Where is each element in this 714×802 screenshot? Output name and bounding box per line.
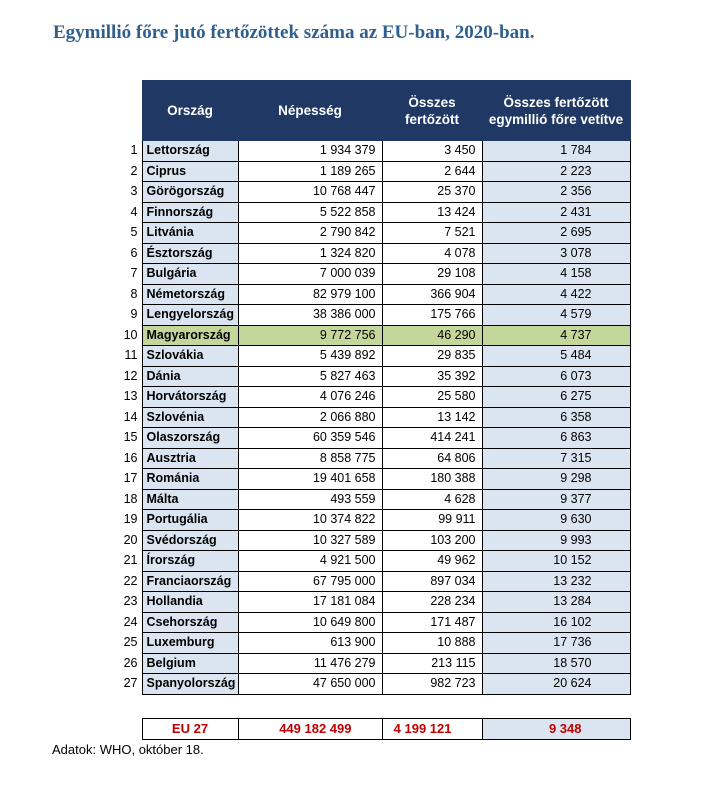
population-cell: 82 979 100 xyxy=(238,284,382,305)
row-index: 17 xyxy=(123,471,138,486)
country-cell: Ausztria xyxy=(142,448,238,469)
row-index: 7 xyxy=(130,266,138,281)
country-cell: Svédország xyxy=(142,530,238,551)
per-million-cell: 2 223 xyxy=(482,161,630,182)
header-population: Népesség xyxy=(238,81,382,141)
table-row xyxy=(116,448,630,469)
table-header-row xyxy=(116,81,630,141)
population-cell: 4 076 246 xyxy=(238,387,382,408)
population-cell: 10 649 800 xyxy=(238,612,382,633)
row-index: 18 xyxy=(123,491,138,506)
row-index: 9 xyxy=(130,307,138,322)
population-cell: 17 181 084 xyxy=(238,592,382,613)
infected-cell: 46 290 xyxy=(382,325,482,346)
population-cell: 2 790 842 xyxy=(238,223,382,244)
population-cell: 7 000 039 xyxy=(238,264,382,285)
country-cell: Szlovénia xyxy=(142,407,238,428)
infected-cell: 13 424 xyxy=(382,202,482,223)
country-cell: Írország xyxy=(142,551,238,572)
row-index: 5 xyxy=(130,225,138,240)
country-cell: Horvátország xyxy=(142,387,238,408)
population-cell: 5 522 858 xyxy=(238,202,382,223)
table-row xyxy=(116,469,630,490)
total-row xyxy=(116,719,630,740)
per-million-cell: 9 377 xyxy=(482,489,630,510)
total-per-million: 9 348 xyxy=(482,719,630,740)
table-row xyxy=(116,633,630,654)
header-country: Ország xyxy=(142,81,238,141)
population-cell: 5 439 892 xyxy=(238,346,382,367)
table-row xyxy=(116,551,630,572)
per-million-cell: 13 232 xyxy=(482,571,630,592)
population-cell: 38 386 000 xyxy=(238,305,382,326)
country-cell: Spanyolország xyxy=(142,674,238,695)
population-cell: 1 324 820 xyxy=(238,243,382,264)
table-row xyxy=(116,653,630,674)
infected-cell: 982 723 xyxy=(382,674,482,695)
country-cell: Luxemburg xyxy=(142,633,238,654)
row-index: 26 xyxy=(123,655,138,670)
row-index: 21 xyxy=(123,553,138,568)
per-million-cell: 20 624 xyxy=(482,674,630,695)
row-index: 8 xyxy=(130,286,138,301)
per-million-cell: 2 695 xyxy=(482,223,630,244)
header-per-million: Összes fertőzött egymillió főre vetítve xyxy=(482,81,630,141)
table-row xyxy=(116,325,630,346)
table-row xyxy=(116,182,630,203)
total-label: EU 27 xyxy=(142,719,238,740)
country-cell: Belgium xyxy=(142,653,238,674)
infected-cell: 99 911 xyxy=(382,510,482,531)
per-million-cell: 6 863 xyxy=(482,428,630,449)
data-table xyxy=(116,80,631,695)
row-index: 19 xyxy=(123,512,138,527)
infected-cell: 2 644 xyxy=(382,161,482,182)
per-million-cell: 5 484 xyxy=(482,346,630,367)
population-cell: 10 768 447 xyxy=(238,182,382,203)
country-cell: Olaszország xyxy=(142,428,238,449)
infected-cell: 897 034 xyxy=(382,571,482,592)
per-million-cell: 2 356 xyxy=(482,182,630,203)
table-row xyxy=(116,489,630,510)
population-cell: 5 827 463 xyxy=(238,366,382,387)
country-cell: Málta xyxy=(142,489,238,510)
table-row xyxy=(116,612,630,633)
row-index: 14 xyxy=(123,409,138,424)
country-cell: Dánia xyxy=(142,366,238,387)
infected-cell: 25 370 xyxy=(382,182,482,203)
population-cell: 10 327 589 xyxy=(238,530,382,551)
infected-cell: 10 888 xyxy=(382,633,482,654)
table-row xyxy=(116,223,630,244)
population-cell: 613 900 xyxy=(238,633,382,654)
table-row xyxy=(116,346,630,367)
infected-cell: 3 450 xyxy=(382,141,482,162)
row-index: 11 xyxy=(124,348,138,363)
row-index: 22 xyxy=(123,573,138,588)
table-row xyxy=(116,243,630,264)
population-cell: 493 559 xyxy=(238,489,382,510)
per-million-cell: 9 993 xyxy=(482,530,630,551)
per-million-cell: 3 078 xyxy=(482,243,630,264)
country-cell: Szlovákia xyxy=(142,346,238,367)
table-row xyxy=(116,510,630,531)
population-cell: 10 374 822 xyxy=(238,510,382,531)
table-row xyxy=(116,428,630,449)
per-million-cell: 18 570 xyxy=(482,653,630,674)
row-index: 15 xyxy=(123,430,138,445)
population-cell: 19 401 658 xyxy=(238,469,382,490)
infected-cell: 213 115 xyxy=(382,653,482,674)
population-cell: 4 921 500 xyxy=(238,551,382,572)
per-million-cell: 6 073 xyxy=(482,366,630,387)
country-cell: Görögország xyxy=(142,182,238,203)
country-cell: Portugália xyxy=(142,510,238,531)
population-cell: 8 858 775 xyxy=(238,448,382,469)
table-row xyxy=(116,284,630,305)
population-cell: 67 795 000 xyxy=(238,571,382,592)
row-index: 4 xyxy=(130,204,138,219)
country-cell: Lettország xyxy=(142,141,238,162)
population-cell: 2 066 880 xyxy=(238,407,382,428)
total-infected: 4 199 121 xyxy=(382,719,482,740)
per-million-cell: 4 422 xyxy=(482,284,630,305)
header-index-blank xyxy=(116,81,142,141)
row-index: 24 xyxy=(123,614,138,629)
header-infected: Összes fertőzött xyxy=(382,81,482,141)
infected-cell: 171 487 xyxy=(382,612,482,633)
infected-cell: 4 078 xyxy=(382,243,482,264)
per-million-cell: 10 152 xyxy=(482,551,630,572)
infected-cell: 49 962 xyxy=(382,551,482,572)
total-population: 449 182 499 xyxy=(238,719,382,740)
country-cell: Németország xyxy=(142,284,238,305)
table-row xyxy=(116,366,630,387)
table-row xyxy=(116,571,630,592)
per-million-cell: 7 315 xyxy=(482,448,630,469)
infected-cell: 228 234 xyxy=(382,592,482,613)
country-cell: Románia xyxy=(142,469,238,490)
table-row xyxy=(116,674,630,695)
infected-cell: 29 835 xyxy=(382,346,482,367)
infected-cell: 175 766 xyxy=(382,305,482,326)
population-cell: 1 934 379 xyxy=(238,141,382,162)
row-index: 10 xyxy=(123,327,138,342)
per-million-cell: 9 630 xyxy=(482,510,630,531)
table-row xyxy=(116,407,630,428)
table-row xyxy=(116,141,630,162)
row-index: 20 xyxy=(123,532,138,547)
per-million-cell: 13 284 xyxy=(482,592,630,613)
country-cell: Hollandia xyxy=(142,592,238,613)
infected-cell: 103 200 xyxy=(382,530,482,551)
per-million-cell: 16 102 xyxy=(482,612,630,633)
per-million-cell: 6 275 xyxy=(482,387,630,408)
per-million-cell: 6 358 xyxy=(482,407,630,428)
row-index: 16 xyxy=(123,450,138,465)
per-million-cell: 4 158 xyxy=(482,264,630,285)
table-row xyxy=(116,202,630,223)
source-note: Adatok: WHO, október 18. xyxy=(52,742,204,757)
total-index-blank xyxy=(116,719,142,740)
country-cell: Franciaország xyxy=(142,571,238,592)
row-index: 3 xyxy=(130,184,138,199)
row-index: 13 xyxy=(123,389,138,404)
country-cell: Lengyelország xyxy=(142,305,238,326)
country-cell: Litvánia xyxy=(142,223,238,244)
population-cell: 1 189 265 xyxy=(238,161,382,182)
per-million-cell: 4 579 xyxy=(482,305,630,326)
population-cell: 60 359 546 xyxy=(238,428,382,449)
country-cell: Finnország xyxy=(142,202,238,223)
row-index: 23 xyxy=(123,594,138,609)
per-million-cell: 17 736 xyxy=(482,633,630,654)
country-cell: Csehország xyxy=(142,612,238,633)
country-cell: Ciprus xyxy=(142,161,238,182)
population-cell: 11 476 279 xyxy=(238,653,382,674)
per-million-cell: 4 737 xyxy=(482,325,630,346)
table-row xyxy=(116,305,630,326)
infected-cell: 7 521 xyxy=(382,223,482,244)
country-cell: Észtország xyxy=(142,243,238,264)
table-row xyxy=(116,387,630,408)
table-row xyxy=(116,161,630,182)
infected-cell: 414 241 xyxy=(382,428,482,449)
table-row xyxy=(116,530,630,551)
infected-cell: 13 142 xyxy=(382,407,482,428)
infected-cell: 29 108 xyxy=(382,264,482,285)
per-million-cell: 9 298 xyxy=(482,469,630,490)
infected-cell: 64 806 xyxy=(382,448,482,469)
infected-cell: 180 388 xyxy=(382,469,482,490)
page-title: Egymillió főre jutó fertőzöttek száma az EU-ban, 2020-ban. xyxy=(53,22,535,43)
infected-cell: 25 580 xyxy=(382,387,482,408)
row-index: 25 xyxy=(123,635,138,650)
table-row xyxy=(116,592,630,613)
country-cell: Bulgária xyxy=(142,264,238,285)
row-index: 27 xyxy=(123,676,138,691)
row-index: 12 xyxy=(123,368,138,383)
row-index: 1 xyxy=(130,143,138,158)
row-index: 6 xyxy=(130,245,138,260)
population-cell: 47 650 000 xyxy=(238,674,382,695)
table-row xyxy=(116,264,630,285)
infected-cell: 4 628 xyxy=(382,489,482,510)
total-table xyxy=(116,718,631,740)
infected-cell: 35 392 xyxy=(382,366,482,387)
country-cell: Magyarország xyxy=(142,325,238,346)
per-million-cell: 1 784 xyxy=(482,141,630,162)
row-index: 2 xyxy=(130,163,138,178)
infected-cell: 366 904 xyxy=(382,284,482,305)
per-million-cell: 2 431 xyxy=(482,202,630,223)
population-cell: 9 772 756 xyxy=(238,325,382,346)
